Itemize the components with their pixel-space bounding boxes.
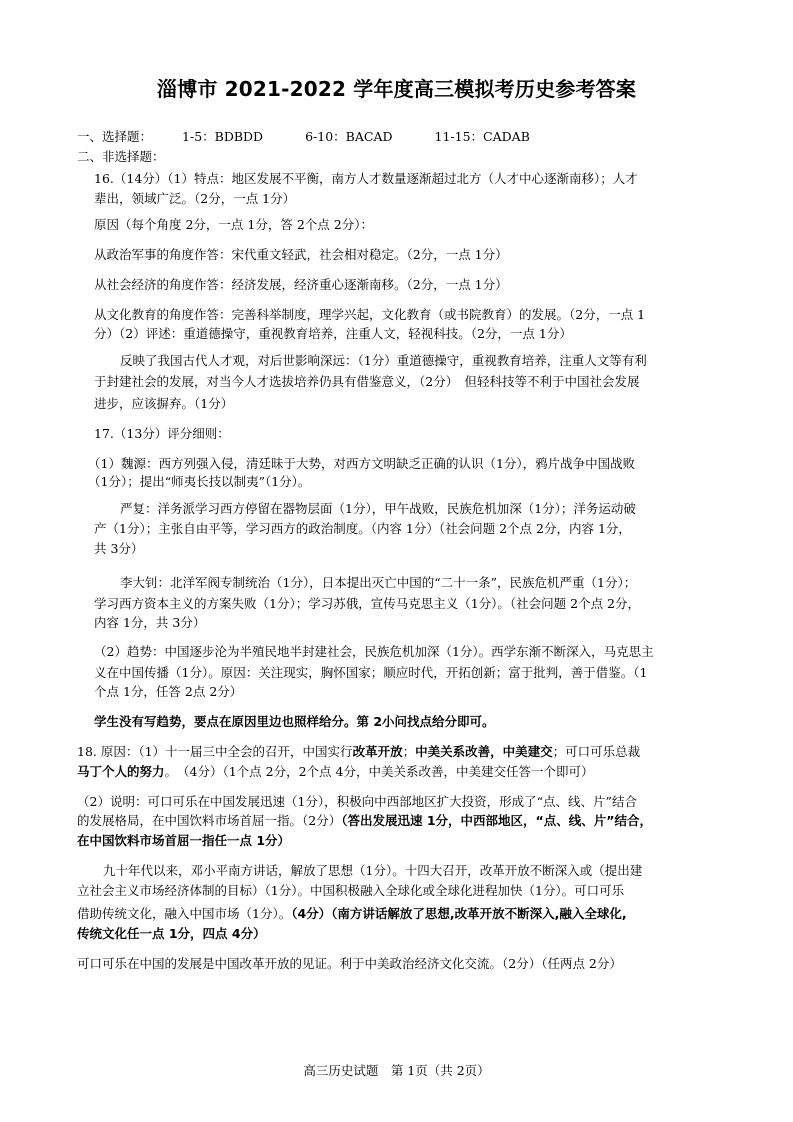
q16-line-10: 进步，应该摒弃。（1分） [94, 396, 234, 411]
q16-line-5: 从社会经济的角度作答：经济发展，经济重心逐渐南移。（2分，一点 1分） [94, 277, 508, 292]
q17-line-4: 严复：洋务派学习西方停留在器物层面（1分），甲午战败，民族危机加深（1分）；洋务运动破 [120, 501, 636, 516]
q16-line-7: 分）（2）评述：重道德操守，重视教育培养，注重人文，轻视科技。（2分，一点 1分） [94, 326, 572, 341]
mc-group-2: 6-10：BACAD [305, 129, 393, 144]
multiple-choice-answers [77, 128, 530, 146]
q18-line-1 [77, 743, 640, 761]
mc-group-1: 1-5：BDBDD [182, 129, 264, 144]
q17-line-10: （2）趋势：中国逐步沦为半殖民地半封建社会，民族危机加深（1分）。西学东渐不断深入，马克思主 [94, 644, 654, 659]
q18-line-6: 九十年代以来，邓小平南方讲话，解放了思想（1分）。十四大召开，改革开放不断深入或（提出建 [103, 863, 643, 878]
q17-grading-note: 学生没有写趋势，要点在原因里边也照样给分。第 2小问找点给分即可。 [94, 714, 495, 729]
q18-line-4-text: 的发展格局，在中国饮料市场首屈一指。（2分） [77, 813, 342, 828]
q16-line-2: 辈出，领域广泛。（2分，一点 1分） [94, 191, 296, 206]
q18-line-2 [77, 763, 593, 781]
q16-line-8: 反映了我国古代人才观，对后世影响深远：（1分）重道德操守，重视教育培养，注重人文等有利 [120, 353, 647, 368]
q18-line-4 [77, 812, 652, 830]
q18-line-10: 可口可乐在中国的发展是中国改革开放的见证。利于中美政治经济文化交流。（2分）（任两点 2分） [77, 956, 622, 971]
q16-line-1: 16.（14分）（1）特点：地区发展不平衡，南方人才数量逐渐超过北方（人才中心逐渐南移）；人才 [94, 171, 638, 186]
q17-line-7: 李大钊：北洋军阀专制统治（1分），日本提出灭亡中国的“二十一条”，民族危机严重（1分）； [120, 575, 637, 590]
q18-keyword-martin: 马丁个人的努力 [77, 764, 165, 779]
q17-line-5: 产（1分）；主张自由平等，学习西方的政治制度。（内容 1分）（社会问题 2个点 2分，内容 1分， [94, 521, 631, 536]
q18-line-1-sep: ； [402, 744, 416, 759]
q18-line-3: （2）说明：可口可乐在中国发展迅速（1分），积极向中西部地区扩大投资，形成了“点、线、片”结合 [77, 794, 637, 809]
q18-line-1-text: 18. 原因：（1）十一届三中全会的召开，中国实行 [77, 744, 353, 759]
q18-line-8-note: （4分）（南方讲话解放了思想,改革开放不断深入,融入全球化, [291, 906, 627, 921]
q18-line-1-tail: ；可口可乐总裁 [552, 744, 641, 759]
q18-line-8-text: 借助传统文化，融入中国市场（1分）。 [77, 906, 292, 921]
section-2-heading: 二、非选择题： [77, 149, 165, 164]
q16-line-4: 从政治军事的角度作答：宋代重文轻武，社会相对稳定。（2分，一点 1分） [94, 247, 508, 262]
q18-line-4-note: （答出发展迅速 1分，中西部地区，“点、线、片”结合， [341, 813, 652, 828]
q18-line-9: 传统文化任一点 1分，四点 4分） [77, 926, 266, 941]
q17-line-3: （1分）；提出“师夷长技以制夷”（1分）。 [88, 474, 311, 489]
q16-line-9: 于封建社会的发展，对当今人才选拔培养仍具有借鉴意义，（2分） 但轻科技等不利于中国社会发展 [94, 374, 640, 389]
page-footer: 高三历史试题 第 1页（共 2页） [303, 1063, 490, 1078]
mc-label: 一、选择题： [77, 129, 153, 144]
page-title: 淄博市 2021-2022 学年度高三模拟考历史参考答案 [156, 77, 637, 101]
q17-line-11: 义在中国传播（1分）。原因：关注现实，胸怀国家；顺应时代，开拓创新；富于批判，善于借鉴。（1 [94, 665, 648, 680]
q18-line-2-text: 。 （4分）（1个点 2分，2个点 4分，中美关系改善，中美建交任答一个即可） [164, 764, 594, 779]
q16-line-6: 从文化教育的角度作答：完善科举制度，理学兴起，文化教育（或书院教育）的发展。（2分，一点 1 [94, 307, 646, 322]
q17-line-9: 内容 1分，共 3分） [94, 615, 206, 630]
q18-keyword-reform: 改革开放 [352, 744, 403, 759]
q18-line-5: 在中国饮料市场首屈一指任一点 1分） [77, 833, 291, 848]
q17-line-12: 个点 1分，任答 2点 2分） [94, 684, 243, 699]
q17-line-2: （1）魏源：西方列强入侵，清廷昧于大势，对西方文明缺乏正确的认识（1分），鸦片战争中国战败 [88, 456, 636, 471]
q17-line-1: 17.（13分）评分细则： [94, 426, 230, 441]
q16-line-3: 原因（每个角度 2分，一点 1分，答 2个点 2分）： [94, 217, 373, 232]
q17-line-8: 学习西方资本主义的方案失败（1分）；学习苏俄，宣传马克思主义（1分）。（社会问题 2个点 2分， [94, 596, 641, 611]
q17-line-6: 共 3分） [94, 541, 144, 556]
q18-line-7: 立社会主义市场经济体制的目标）（1分）。中国积极融入全球化或全球化进程加快（1分）。可口可乐 [77, 883, 625, 898]
q18-line-8 [77, 905, 627, 923]
mc-group-3: 11-15：CADAB [434, 129, 530, 144]
q18-keyword-relations: 中美关系改善，中美建交 [415, 744, 553, 759]
